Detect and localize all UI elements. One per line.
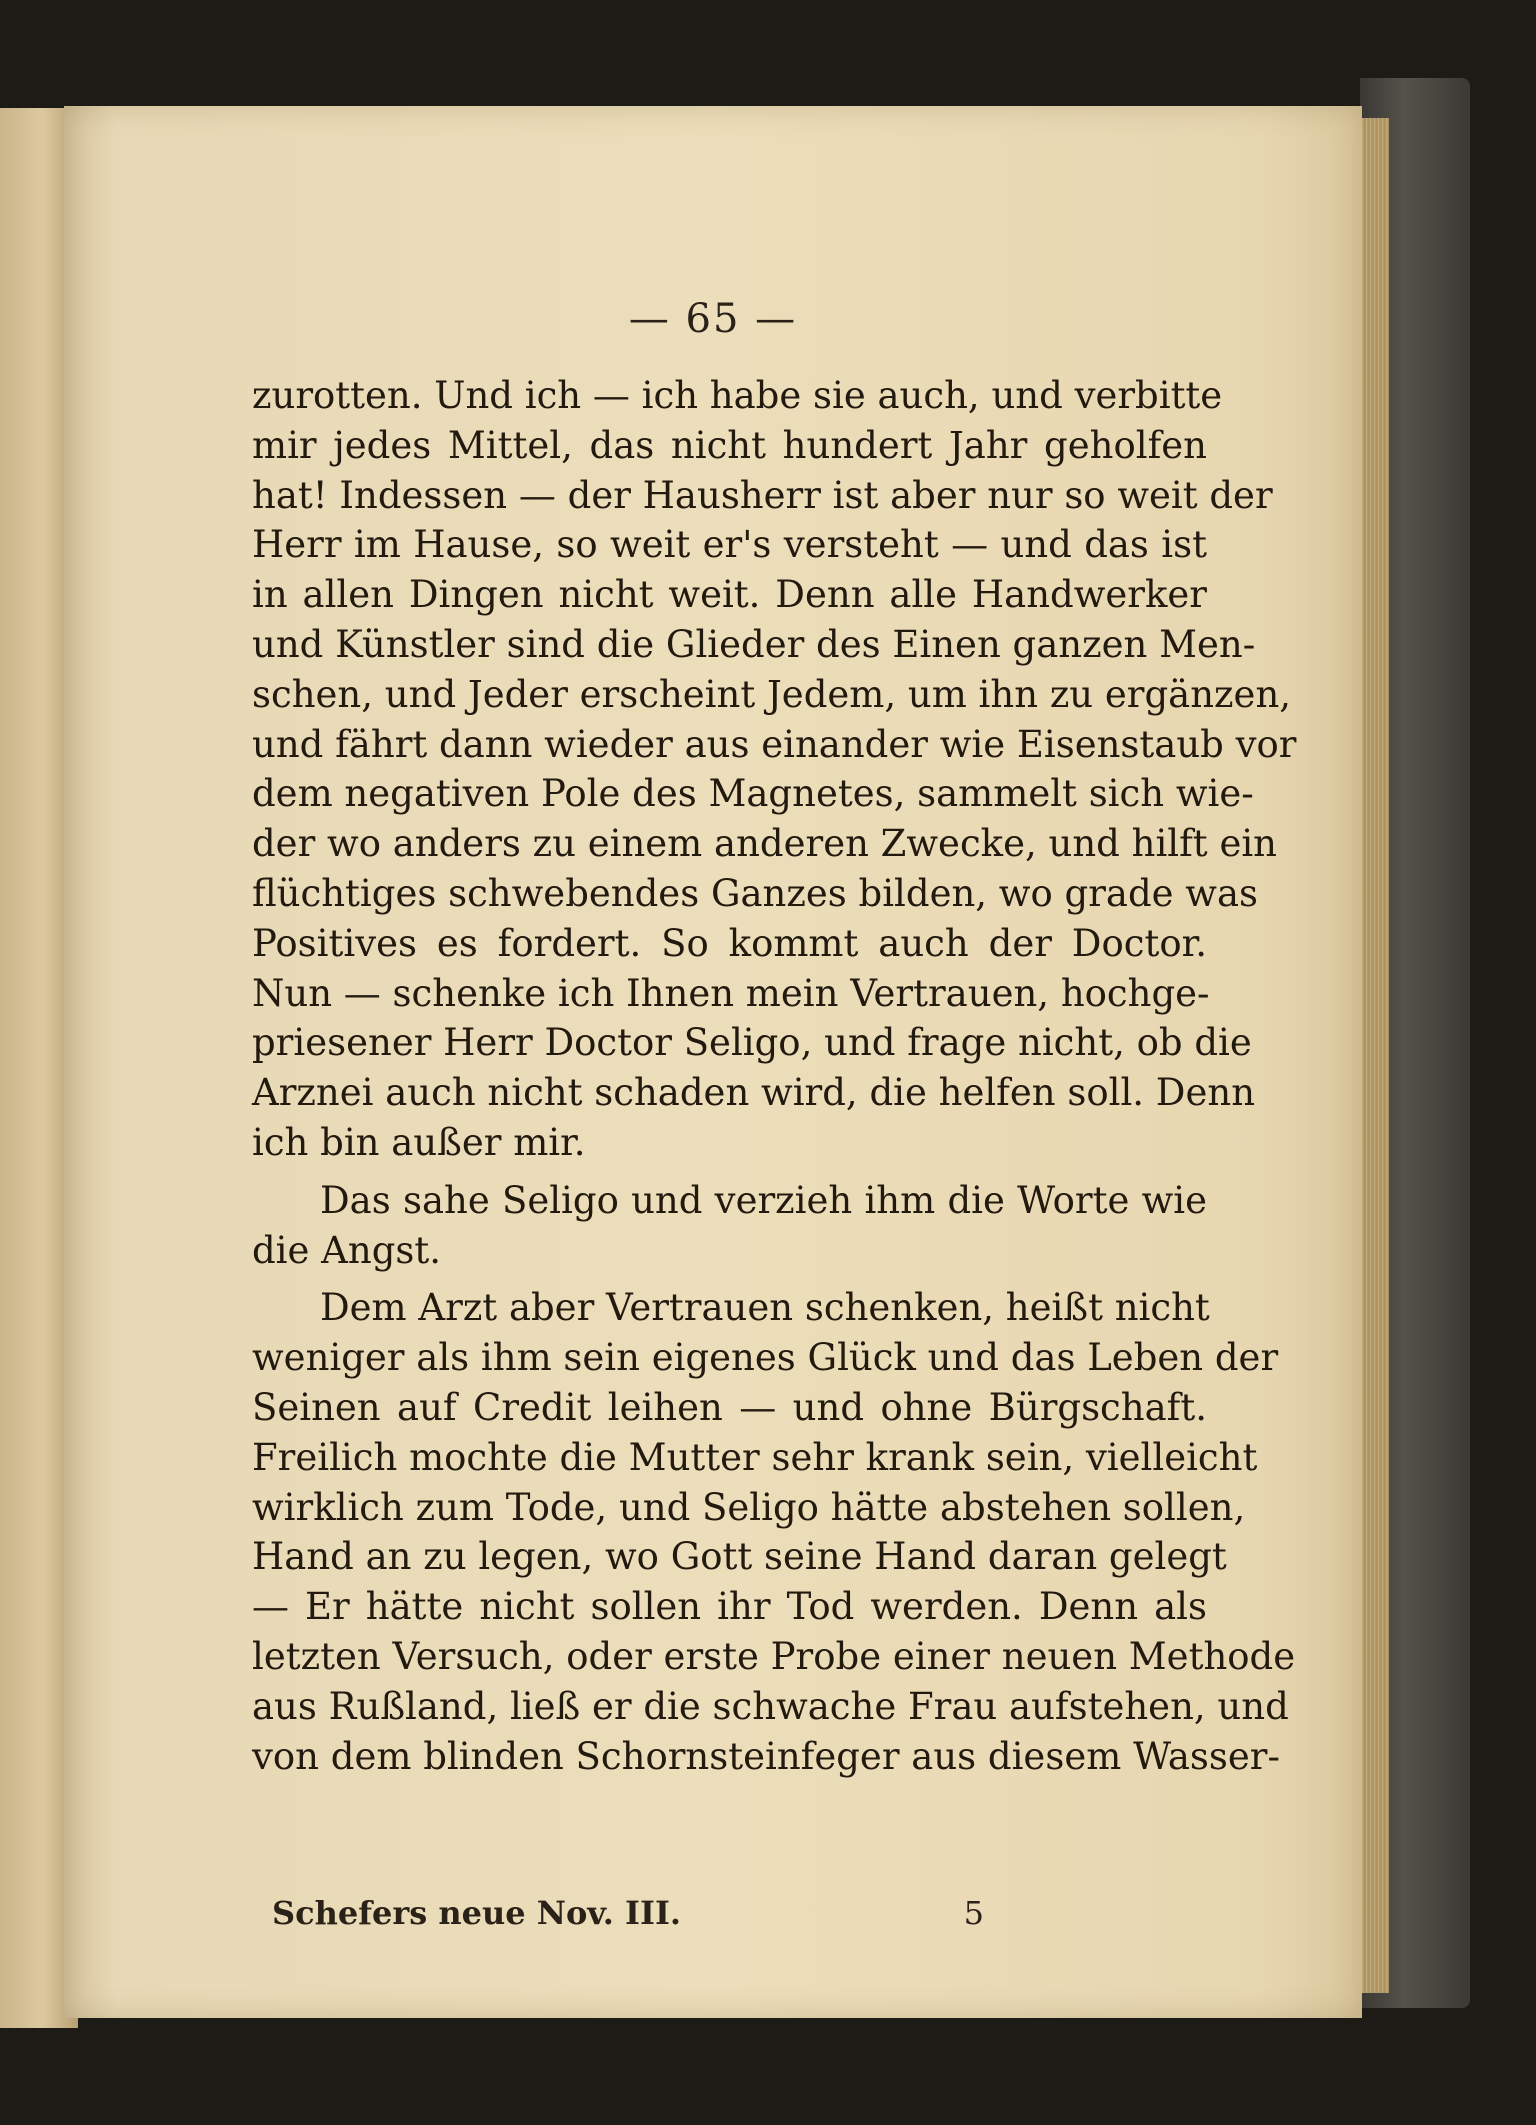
text-line: die Angst. [252, 1228, 442, 1272]
text-line: aus Rußland, ließ er die schwache Frau aufstehen, und [252, 1684, 1289, 1728]
text-line: Freilich mochte die Mutter sehr krank sein, vielleicht [252, 1435, 1258, 1479]
text-line: letzten Versuch, oder erste Probe einer neuen Methode [252, 1634, 1296, 1678]
text-line: Das sahe Seligo und verzieh ihm die Worte wie [320, 1178, 1207, 1222]
text-line: Herr im Hause, so weit er's versteht — und das ist [252, 523, 1207, 567]
text-line: priesener Herr Doctor Seligo, und frage nicht, ob die [252, 1021, 1252, 1065]
text-line: Hand an zu legen, wo Gott seine Hand daran gelegt [252, 1535, 1227, 1579]
body-text [252, 371, 1297, 1781]
text-line: Seinen auf Credit leihen — und ohne Bürgschaft. [252, 1385, 1207, 1429]
text-line: ich bin außer mir. [252, 1120, 586, 1164]
sheet-number: 5 [963, 1894, 984, 1932]
text-line: von dem blinden Schornsteinfeger aus diesem Wasser- [252, 1734, 1280, 1778]
text-line: in allen Dingen nicht weit. Denn alle Handwerker [252, 573, 1207, 617]
text-line: mir jedes Mittel, das nicht hundert Jahr geholfen [252, 423, 1207, 467]
text-line: dem negativen Pole des Magnetes, sammelt sich wie- [252, 772, 1254, 816]
book-page [64, 106, 1362, 2018]
text-line: wirklich zum Tode, und Seligo hätte abstehen sollen, [252, 1485, 1246, 1529]
text-line: der wo anders zu einem anderen Zwecke, und hilft ein [252, 822, 1277, 866]
paragraph-gap [252, 1275, 1207, 1283]
text-line: und Künstler sind die Glieder des Einen ganzen Men- [252, 622, 1256, 666]
page-number-header: — 65 — [628, 296, 798, 342]
text-line: zurotten. Und ich — ich habe sie auch, und verbitte [252, 374, 1223, 417]
paragraph-gap [252, 1168, 1207, 1176]
text-line: Nun — schenke ich Ihnen mein Vertrauen, hochge- [252, 971, 1210, 1015]
text-line: Positives es fordert. So kommt auch der Doctor. [252, 921, 1207, 965]
signature-mark: Schefers neue Nov. III. [272, 1894, 682, 1932]
page-footer [272, 1894, 984, 1932]
text-line: und fährt dann wieder aus einander wie Eisenstaub vor [252, 722, 1297, 766]
text-line: weniger als ihm sein eigenes Glück und das Leben der [252, 1336, 1279, 1380]
text-line: flüchtiges schwebendes Ganzes bilden, wo grade was [252, 871, 1259, 915]
text-line: Dem Arzt aber Vertrauen schenken, heißt nicht [320, 1286, 1210, 1330]
text-line: — Er hätte nicht sollen ihr Tod werden. Denn als [252, 1585, 1207, 1629]
text-line: schen, und Jeder erscheint Jedem, um ihn zu ergänzen, [252, 672, 1292, 716]
text-line: hat! Indessen — der Hausherr ist aber nur so weit der [252, 473, 1273, 517]
text-line: Arznei auch nicht schaden wird, die helfen soll. Denn [252, 1071, 1256, 1115]
